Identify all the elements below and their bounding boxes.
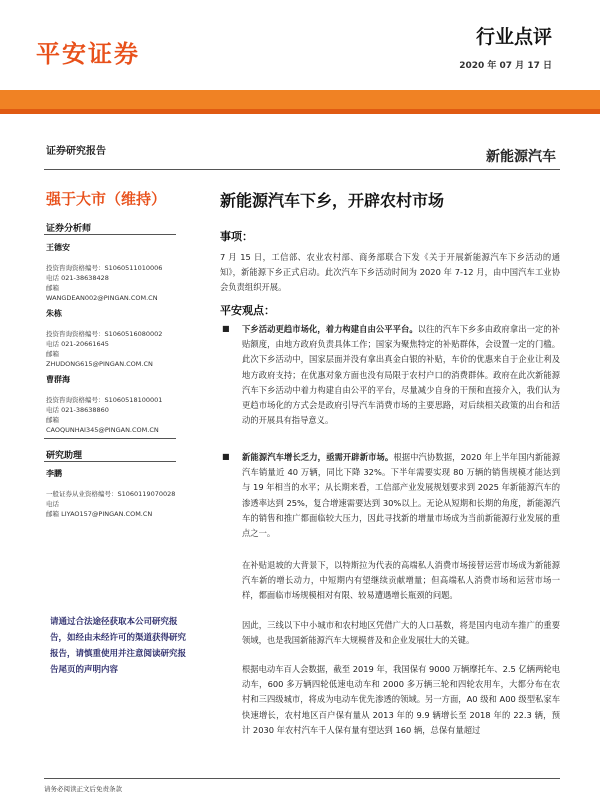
bullet-2-text: 根据中汽协数据，2020 年上半年国内新能源汽车销量近 40 万辆，同比下降 32%。下半年需要实现 80 万辆的销售规模才能达到与 19 年相当的水平；从长期来看，工信部产业发展规划要求到 2025 年新能源汽车的渗透率达到 25%，复合增速需要达到 30%以上。无论从短期和长期的角度，新能源汽车的销售和推广都面临较大压力，因此寻找新的增量市场成为当前新能源行业发展的重点之一。 (242, 452, 560, 539)
analyst-mail-label: 邮箱 (46, 284, 59, 292)
paragraph-data: 根据电动车百人会数据，截至 2019 年，我国保有 9000 万辆摩托车、2.5 亿辆两轮电动车，600 多万辆四轮低速电动车和 2000 多万辆三轮和四轮农用车，大都分布在农村和三四级城市，将成为电动车优先渗透的领域。另一方面，A0 级和 A00 级型私家车快速增长，农村地区百户保有量从 2013 年的 9.9 辆增长至 2018 年的 22.3 辆，预计 2030 年农村汽车千人保有量有望达到 160 辆，总保有量超过 (242, 664, 560, 735)
assistant-card (46, 468, 196, 519)
sidebar-divider (44, 461, 176, 462)
footer-divider (44, 778, 560, 779)
analyst-email[interactable]: ZHUDONG615@PINGAN.COM.CN (46, 360, 153, 368)
analyst-license: 投资咨询资格编号：S1060516080002 (46, 330, 163, 338)
bullet-1-text: 以往的汽车下乡多由政府拿出一定的补贴额度，由地方政府负责具体工作；国家为聚焦特定的补贴群体，会设置一定的门槛。此次下乡活动中，国家层面并没有拿出真金白银的补贴，车价的优惠来自于企业让利及地方政府支持；在优惠对象方面也没有局限于农村户口的消费群体。政府在此次新能源汽车下乡活动中着力构建自由公平的平台，尽量减少自身的干预和直接介入，我们认为更趋市场化的方式会是政府引导汽车消费市场的主要思路，对后续相关政策的出台和活动的开展具有指导意义。 (242, 324, 560, 426)
rating: 强于大市（维持） (46, 190, 167, 208)
analyst-name: 曹群海 (46, 375, 70, 384)
document-type: 行业点评 (475, 26, 552, 48)
assistant-phone: 电话 (46, 500, 59, 508)
view-bullet-1 (242, 322, 560, 428)
header-orange-band (0, 90, 600, 109)
footer-disclaimer: 请务必阅读正文后免责条款 (44, 785, 122, 793)
analyst-license: 投资咨询资格编号：S1060518100001 (46, 396, 163, 404)
analyst-license: 投资咨询资格编号：S1060511010006 (46, 264, 163, 272)
analyst-phone: 电话 021-38638428 (46, 274, 109, 282)
paragraph-rural: 因此，三线以下中小城市和农村地区凭借广大的人口基数，将是国内电动车推广的重要领域，也是我国新能源汽车大规模普及和企业发展壮大的关键。 (242, 620, 560, 646)
event-paragraph: 7 月 15 日，工信部、农业农村部、商务部联合下发《关于开展新能源汽车下乡活动的通知》，新能源下乡正式启动。此次汽车下乡活动时间为 2020 年 7-12 月，由中国汽车工业协会负责组织开展。 (220, 252, 560, 293)
industry-label: 新能源汽车 (486, 149, 556, 165)
analyst-mail-label: 邮箱 (46, 350, 59, 358)
analyst-card (46, 242, 196, 303)
assistant-name: 李鹏 (46, 469, 62, 478)
analyst-phone: 电话 021-20661645 (46, 340, 109, 348)
pingan-securities-logo: 平安证券 (36, 40, 140, 68)
analyst-phone: 电话 021-38638860 (46, 406, 109, 414)
header-orange-band-shadow (0, 109, 600, 114)
analyst-mail-label: 邮箱 (46, 416, 59, 424)
event-heading: 事项： (220, 230, 253, 243)
sidebar-divider (44, 234, 176, 235)
analyst-card (46, 308, 196, 369)
report-label: 证券研究报告 (46, 146, 106, 157)
view-heading: 平安观点： (220, 304, 275, 317)
assistant-mail-label: 邮箱 (46, 510, 59, 518)
bullet-2-lead: 新能源汽车增长乏力，亟需开辟新市场。 (242, 452, 394, 462)
analyst-card (46, 374, 196, 435)
assistant-license: 一般证券从业资格编号：S1060119070028 (46, 490, 176, 498)
report-title: 新能源汽车下乡，开辟农村市场 (220, 191, 445, 210)
report-date: 2020 年 07 月 17 日 (459, 61, 552, 71)
analyst-email[interactable]: WANGDEAN002@PINGAN.COM.CN (46, 294, 158, 302)
analyst-name: 王德安 (46, 243, 70, 252)
bullet-marker: ■ (222, 452, 230, 461)
sidebar-divider (44, 438, 176, 439)
assistant-email[interactable]: LIYAO157@PINGAN.COM.CN (61, 510, 153, 518)
paragraph-subsidy: 在补贴退坡的大背景下，以特斯拉为代表的高端私人消费市场接替运营市场成为新能源汽车新的增长动力，中短期内有望继续贡献增量；但高端私人消费市场和运营市场一样，都面临市场规模相对有限、较易遭遇增长瓶颈的问题。 (242, 560, 560, 601)
analyst-email[interactable]: CAOQUNHAI345@PINGAN.COM.CN (46, 426, 159, 434)
view-bullet-2 (242, 450, 560, 541)
analysts-title: 证券分析师 (46, 224, 92, 234)
assistant-email-line (46, 509, 196, 519)
bullet-marker: ■ (222, 324, 230, 333)
assistant-title: 研究助理 (46, 451, 83, 461)
analyst-name: 朱栋 (46, 309, 62, 318)
meta-divider (44, 169, 560, 170)
access-disclaimer: 请通过合法途径获取本公司研究报告，如经由未经许可的渠道获得研究报告，请慎重使用并注意阅读研究报告尾页的声明内容 (50, 617, 187, 675)
bullet-1-lead: 下乡活动更趋市场化，着力构建自由公平平台。 (242, 324, 418, 334)
